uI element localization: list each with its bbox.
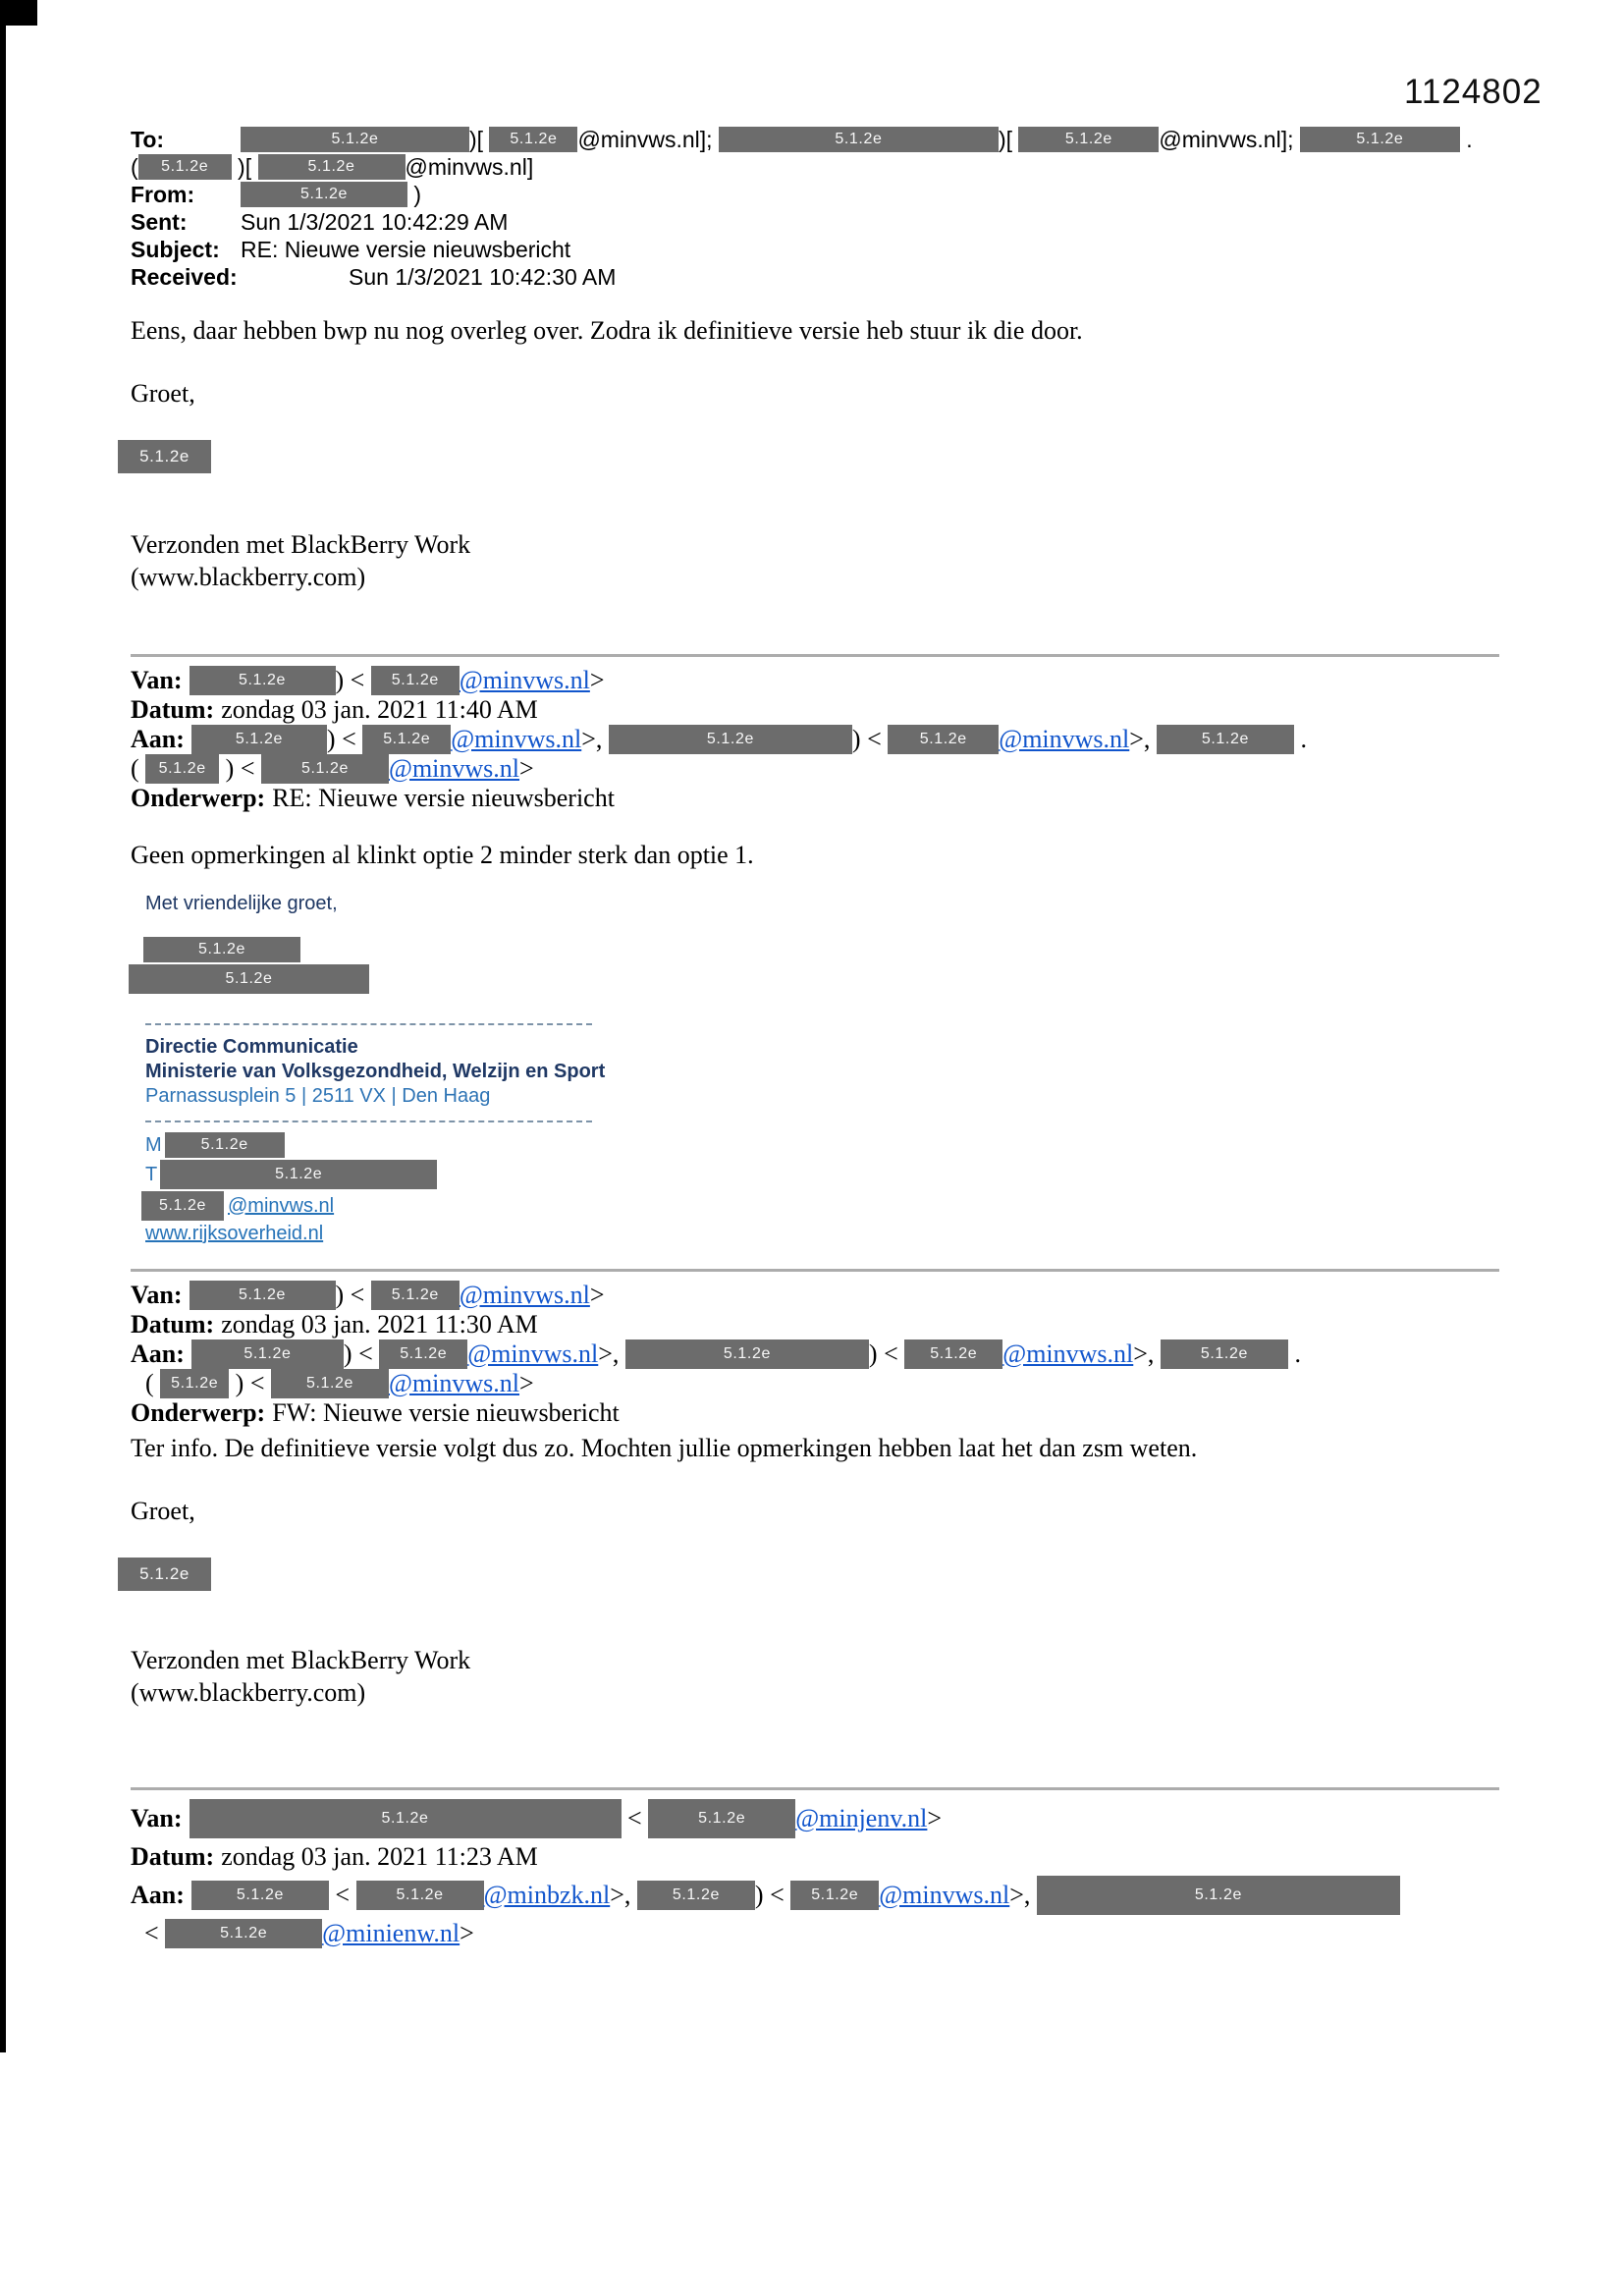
email-link[interactable]: @minvws.nl (999, 725, 1130, 753)
text-segment: > (927, 1804, 943, 1832)
text-segment: RE: Nieuwe versie nieuwsbericht (272, 784, 615, 812)
email-link[interactable]: @minvws.nl (451, 725, 582, 753)
sent-with-blackberry (131, 1644, 470, 1709)
redaction-box: 5.1.2e (489, 127, 577, 152)
text-row (131, 236, 1594, 263)
text-segment: T (145, 1163, 158, 1185)
field-label: Datum: (131, 695, 215, 724)
text-segment: . (1293, 725, 1307, 753)
redaction-box: 5.1.2e (904, 1339, 1002, 1369)
redaction-box: 5.1.2e (191, 1339, 344, 1369)
text-segment: . (1287, 1339, 1301, 1368)
quoted-email-header-3 (131, 1799, 1594, 1952)
text-segment: > (589, 1281, 605, 1309)
text-row (131, 181, 1594, 208)
email-link[interactable]: @minvws.nl (879, 1881, 1010, 1909)
text-segment: Sun 1/3/2021 10:42:29 AM (241, 208, 509, 235)
text-row (145, 1160, 605, 1189)
redaction-box: 5.1.2e (356, 1881, 484, 1910)
field-label: Van: (131, 1281, 183, 1309)
redaction-box: 5.1.2e (1037, 1876, 1400, 1915)
text-segment: zondag 03 jan. 2021 11:30 AM (221, 1310, 538, 1339)
field-label: Datum: (131, 1842, 215, 1871)
field-label: Van: (131, 666, 183, 694)
message-body: Ter info. De definitieve versie volgt dus zo. Mochten jullie opmerkingen hebben laat het dan zsm weten. (131, 1434, 1198, 1462)
text-row (131, 784, 1594, 813)
text-row (131, 1281, 1594, 1310)
redaction-box: 5.1.2e (371, 1281, 460, 1310)
redaction-box: 5.1.2e (648, 1799, 795, 1838)
text-row (145, 937, 605, 962)
text-row (131, 208, 1594, 236)
redaction-box: 5.1.2e (143, 937, 300, 962)
text-segment: ) < (326, 725, 363, 753)
text-segment: ) < (343, 1339, 380, 1368)
text-segment: ) < (335, 666, 371, 694)
text-segment: >, (610, 1881, 637, 1909)
redaction-box: 5.1.2e (129, 964, 369, 994)
text-segment: @minvws.nl]; (1159, 126, 1300, 152)
redaction-box: 5.1.2e (118, 440, 211, 473)
text-segment: Sun 1/3/2021 10:42:30 AM (349, 263, 617, 290)
text-segment: @minvws.nl] (405, 153, 534, 180)
field-label: Sent: (131, 208, 188, 235)
field-label: Aan: (131, 725, 185, 753)
email-link[interactable]: @minvws.nl (467, 1339, 599, 1368)
text-row (145, 1369, 1594, 1398)
text-segment: ) < (851, 725, 889, 753)
text-segment: > (460, 1919, 474, 1947)
redaction-box: 5.1.2e (118, 1558, 211, 1591)
signature-directorate: Directie Communicatie (145, 1036, 358, 1058)
email-link[interactable]: @minbzk.nl (483, 1881, 611, 1909)
scan-artifact-left-edge (0, 0, 6, 2052)
blackberry-line: Verzonden met BlackBerry Work (131, 530, 471, 559)
email-link[interactable]: @minienw.nl (322, 1919, 460, 1947)
redaction-box: 5.1.2e (609, 725, 852, 754)
redaction-box: 5.1.2e (189, 666, 336, 695)
text-segment: ) < (219, 754, 261, 783)
message-body: Geen opmerkingen al klinkt optie 2 minder sterk dan optie 1. (131, 841, 754, 869)
text-row (131, 695, 1594, 725)
text-segment: ) < (754, 1881, 791, 1909)
email-link[interactable]: @minvws.nl (459, 666, 590, 694)
redaction-box: 5.1.2e (191, 725, 327, 754)
field-label: Subject: (131, 236, 220, 262)
signature-contact-lines (145, 1132, 605, 1245)
text-row (131, 1842, 1594, 1872)
dashed-divider (145, 1023, 592, 1025)
text-segment: zondag 03 jan. 2021 11:23 AM (221, 1842, 538, 1871)
text-segment: ) < (229, 1369, 271, 1397)
text-segment: < (328, 1881, 356, 1909)
signature-ministry: Ministerie van Volksgezondheid, Welzijn en Sport (145, 1061, 606, 1082)
redaction-box: 5.1.2e (141, 1191, 224, 1221)
text-row (144, 1919, 1594, 1948)
text-row (131, 153, 1594, 181)
signature-address: Parnassusplein 5 | 2511 VX | Den Haag (145, 1085, 491, 1107)
redaction-box: 5.1.2e (1157, 725, 1294, 754)
email-link[interactable]: @minjenv.nl (795, 1804, 928, 1832)
blackberry-url: (www.blackberry.com) (131, 563, 366, 591)
text-row (131, 1398, 1594, 1428)
blackberry-line: Verzonden met BlackBerry Work (131, 1646, 471, 1674)
redaction-box: 5.1.2e (241, 182, 407, 207)
redaction-box: 5.1.2e (625, 1339, 869, 1369)
email-link[interactable]: www.rijksoverheid.nl (145, 1223, 324, 1244)
text-row (145, 964, 605, 994)
text-segment: RE: Nieuwe versie nieuwsbericht (241, 236, 571, 262)
text-segment: >, (1133, 1339, 1161, 1368)
signature-greeting: Met vriendelijke groet, (145, 893, 338, 914)
sent-with-blackberry (131, 528, 470, 593)
field-label: Received: (131, 263, 238, 290)
redaction-box: 5.1.2e (637, 1881, 755, 1910)
redaction-box: 5.1.2e (189, 1799, 622, 1838)
redaction-box: 5.1.2e (160, 1369, 229, 1398)
message-closing: Groet, (131, 1497, 195, 1525)
redaction-box: 5.1.2e (165, 1132, 285, 1158)
quote-divider (131, 1787, 1499, 1790)
text-segment: ( (145, 1369, 161, 1397)
document-number: 1124802 (1404, 73, 1543, 111)
quote-divider (131, 1269, 1499, 1272)
text-segment: ) < (868, 1339, 905, 1368)
field-label: Onderwerp: (131, 784, 266, 812)
email-signature (145, 892, 605, 1245)
redaction-box: 5.1.2e (1161, 1339, 1288, 1369)
redaction-box: 5.1.2e (145, 754, 219, 784)
redaction-box: 5.1.2e (362, 725, 451, 754)
email-link[interactable]: @minvws.nl (389, 754, 520, 783)
field-label: Van: (131, 1804, 183, 1832)
redaction-box: 5.1.2e (191, 1881, 329, 1910)
field-label: Datum: (131, 1310, 215, 1339)
text-segment: . (1459, 126, 1473, 152)
redaction-box: 5.1.2e (261, 754, 389, 784)
redaction-box: 5.1.2e (165, 1919, 322, 1948)
message-closing: Groet, (131, 379, 195, 408)
text-segment: ( (131, 754, 146, 783)
text-segment: )[ (231, 153, 258, 180)
text-row (145, 1223, 605, 1245)
text-row (131, 126, 1594, 153)
redaction-box: 5.1.2e (160, 1160, 437, 1189)
message-body: Eens, daar hebben bwp nu nog overleg over. Zodra ik definitieve versie heb stuur ik die door. (131, 316, 1083, 345)
redaction-box: 5.1.2e (258, 154, 406, 180)
text-segment: >, (1009, 1881, 1037, 1909)
text-row (131, 754, 1594, 784)
text-segment: >, (598, 1339, 625, 1368)
email-link[interactable]: @minvws.nl (389, 1369, 520, 1397)
signature-name-redactions (145, 937, 605, 994)
text-segment: >, (1129, 725, 1157, 753)
redaction-box: 5.1.2e (189, 1281, 336, 1310)
email-link[interactable]: @minvws.nl (1002, 1339, 1134, 1368)
text-segment: zondag 03 jan. 2021 11:40 AM (221, 695, 538, 724)
email-header (131, 126, 1594, 291)
redaction-box: 5.1.2e (371, 666, 460, 695)
email-link[interactable]: @minvws.nl (459, 1281, 590, 1309)
redaction-box: 5.1.2e (379, 1339, 467, 1369)
text-segment: )[ (469, 126, 490, 152)
text-row (131, 1799, 1594, 1838)
quoted-email-header-2 (131, 1281, 1594, 1428)
field-label: From: (131, 181, 195, 207)
quote-divider (131, 654, 1499, 657)
redaction-box: 5.1.2e (719, 127, 999, 152)
redaction-box: 5.1.2e (241, 127, 469, 152)
redaction-box: 5.1.2e (1300, 127, 1460, 152)
text-segment: ) < (335, 1281, 371, 1309)
text-row (131, 263, 1594, 291)
redaction-box: 5.1.2e (271, 1369, 389, 1398)
redaction-box: 5.1.2e (1018, 127, 1159, 152)
redaction-box: 5.1.2e (888, 725, 999, 754)
text-segment: > (589, 666, 605, 694)
redaction-box: 5.1.2e (790, 1881, 879, 1910)
text-segment: ( (131, 153, 138, 180)
text-segment: ) (407, 181, 422, 207)
text-segment: FW: Nieuwe versie nieuwsbericht (272, 1398, 620, 1427)
text-segment: < (621, 1804, 649, 1832)
field-label: Onderwerp: (131, 1398, 266, 1427)
text-row (131, 1876, 1594, 1915)
text-segment: )[ (998, 126, 1019, 152)
text-segment: >, (581, 725, 609, 753)
dashed-divider (145, 1121, 592, 1122)
field-label: Aan: (131, 1881, 185, 1909)
text-row (145, 1191, 605, 1221)
field-label: To: (131, 126, 165, 152)
text-segment: M (145, 1133, 162, 1156)
email-link[interactable]: @minvws.nl (228, 1194, 335, 1217)
text-segment: < (144, 1919, 166, 1947)
redaction-box: 5.1.2e (138, 154, 232, 180)
text-segment: > (519, 1369, 534, 1397)
text-row (131, 725, 1594, 754)
text-row (131, 666, 1594, 695)
text-row (131, 1310, 1594, 1339)
text-row (131, 1339, 1594, 1369)
field-label: Aan: (131, 1339, 185, 1368)
blackberry-url: (www.blackberry.com) (131, 1678, 366, 1707)
text-row (145, 1132, 605, 1158)
quoted-email-header-1 (131, 666, 1594, 813)
text-segment: > (519, 754, 534, 783)
text-segment: @minvws.nl]; (577, 126, 719, 152)
